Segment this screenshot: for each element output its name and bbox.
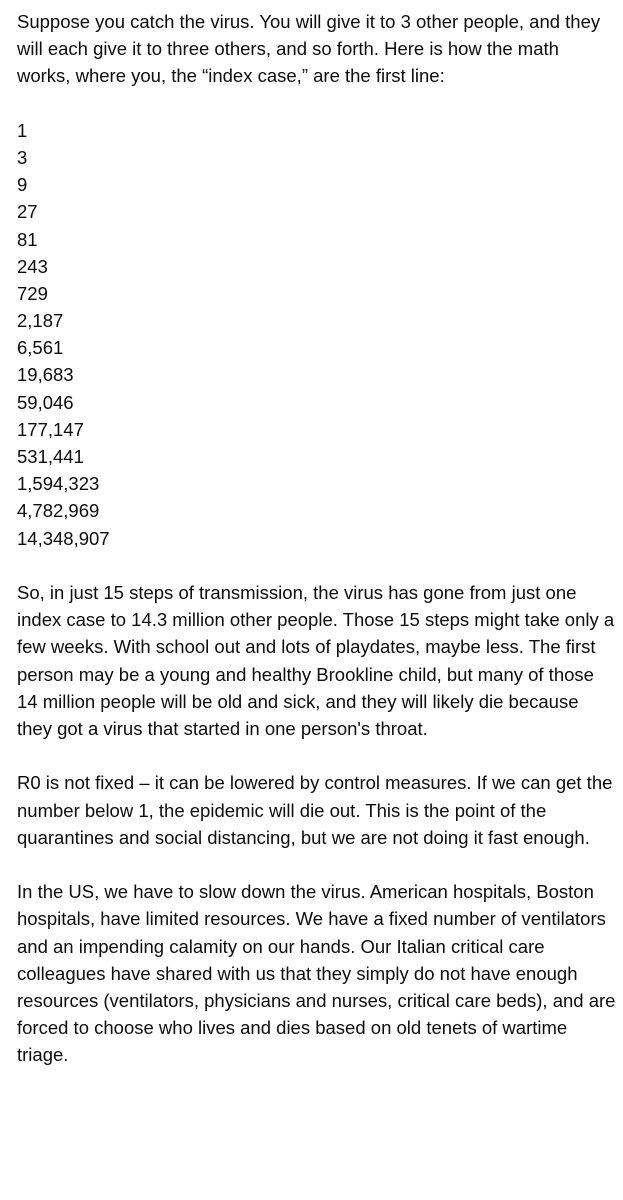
- transmission-steps-paragraph: So, in just 15 steps of transmission, the virus has gone from just one index case to 14.3 million other people. Those 15 steps might take only a few weeks. With school out and lots of playdates, maybe less. The first person may be a young and healthy Brookline child, but many of those 14 million people will be old and sick, and they will likely die because they got a virus that started in one person's throat.: [17, 581, 615, 739]
- sequence-item: 177,147: [17, 418, 84, 440]
- sequence-item: 81: [17, 228, 38, 250]
- sequence-item: 2,187: [17, 310, 64, 332]
- sequence-item: 6,561: [17, 337, 64, 359]
- sequence-item: 243: [17, 255, 48, 277]
- sequence-item: 19,683: [17, 364, 74, 386]
- paragraph-spacer: [17, 742, 617, 769]
- sequence-item: 14,348,907: [17, 527, 110, 549]
- sequence-item: 59,046: [17, 391, 74, 413]
- sequence-item: 1: [17, 119, 28, 141]
- intro-paragraph: Suppose you catch the virus. You will give it to 3 other people, and they will each give it to three others, and so forth. Here is how the math works, where you, the “index case,” are the first line:: [17, 11, 601, 87]
- sequence-item: 9: [17, 174, 28, 196]
- sequence-item: 3: [17, 146, 28, 168]
- paragraph-spacer: [17, 552, 617, 579]
- document-body: [17, 8, 617, 1069]
- transmission-sequence-list: [17, 117, 617, 552]
- sequence-item: 729: [17, 282, 48, 304]
- sequence-item: 1,594,323: [17, 473, 100, 495]
- paragraph-spacer: [17, 90, 617, 117]
- paragraph-spacer: [17, 851, 617, 878]
- us-hospitals-paragraph: In the US, we have to slow down the virus. American hospitals, Boston hospitals, have limited resources. We have a fixed number of ventilators and an impending calamity on our hands. Our Italian critical care colleagues have shared with us that they simply do not have enough resources (ventilators, physicians and nurses, critical care beds), and are forced to choose who lives and dies based on old tenets of wartime triage.: [17, 881, 616, 1066]
- sequence-item: 531,441: [17, 446, 84, 468]
- r0-paragraph: R0 is not fixed – it can be lowered by control measures. If we can get the number below 1, the epidemic will die out. This is the point of the quarantines and social distancing, but we are not doing it fast enough.: [17, 772, 613, 848]
- sequence-item: 27: [17, 201, 38, 223]
- sequence-item: 4,782,969: [17, 500, 100, 522]
